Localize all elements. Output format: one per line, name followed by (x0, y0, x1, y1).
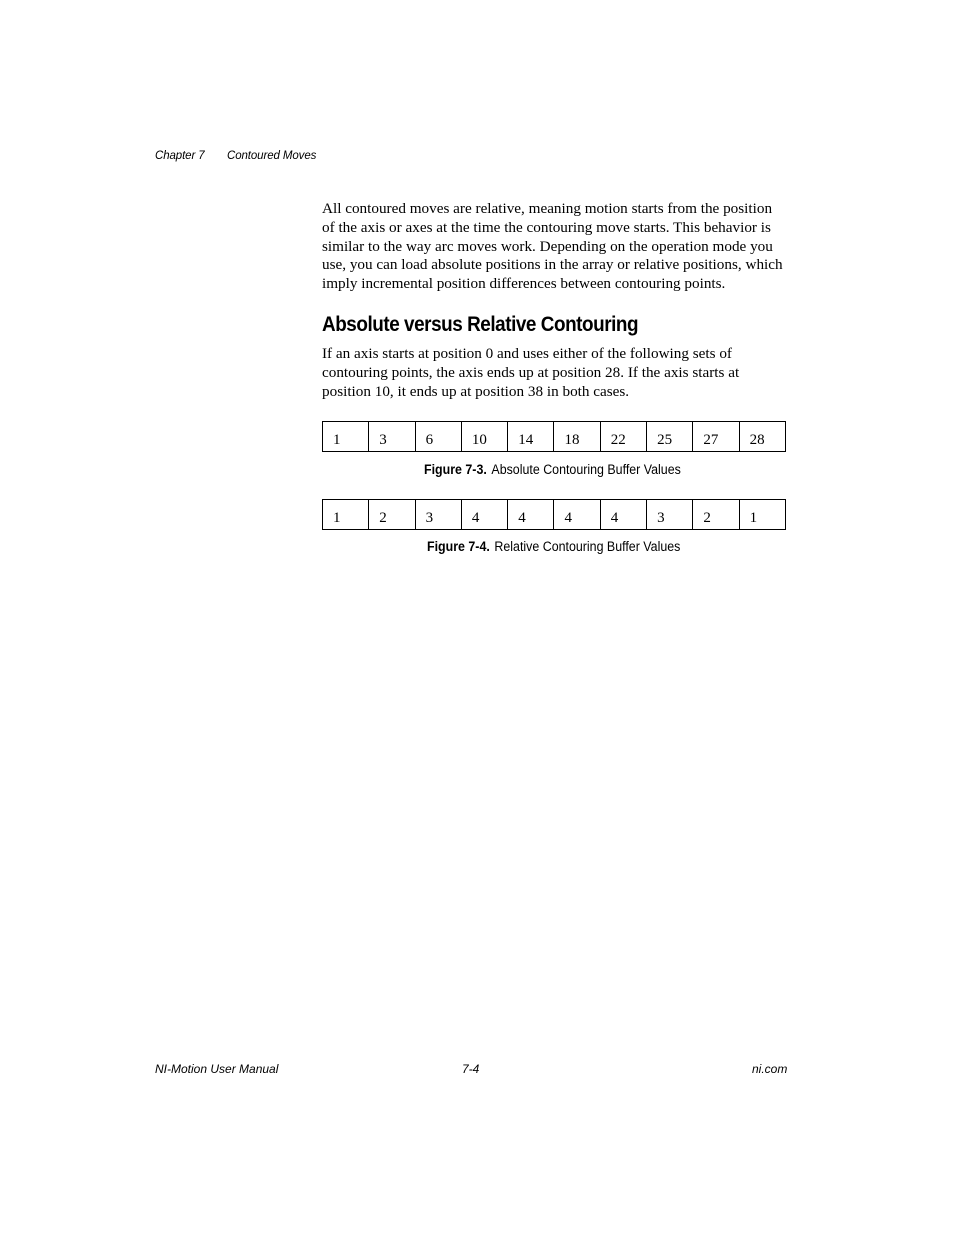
buffer-cell: 3 (369, 422, 415, 452)
buffer-cell: 1 (323, 422, 369, 452)
running-header (155, 150, 317, 162)
relative-buffer-table (322, 499, 786, 530)
buffer-cell: 14 (508, 422, 554, 452)
buffer-cell: 4 (461, 500, 507, 530)
figure-caption-text: Absolute Contouring Buffer Values (491, 462, 681, 477)
buffer-cell: 27 (693, 422, 739, 452)
figure-label: Figure 7-3. (424, 462, 487, 477)
buffer-cell: 4 (600, 500, 646, 530)
paragraph-line: position 10, it ends up at position 38 in both cases. (322, 382, 630, 400)
figure-caption-absolute (424, 462, 681, 477)
paragraph-line: similar to the way arc moves work. Depending on the operation mode you (322, 237, 773, 255)
buffer-cell: 10 (461, 422, 507, 452)
paragraph-line: imply incremental position differences between contouring points. (322, 275, 726, 293)
paragraph-line: use, you can load absolute positions in the array or relative positions, which (322, 256, 783, 274)
paragraph-line: If an axis starts at position 0 and uses either of the following sets of (322, 345, 732, 362)
paragraph-line: of the axis or axes at the time the contouring move starts. This behavior is (322, 218, 771, 236)
buffer-cell: 6 (415, 422, 461, 452)
buffer-cell: 28 (739, 422, 785, 452)
buffer-cell: 4 (554, 500, 600, 530)
figure-caption-text: Relative Contouring Buffer Values (494, 539, 681, 554)
figure-caption-relative (427, 539, 680, 554)
footer-page-number: 7-4 (462, 1062, 480, 1076)
buffer-cell: 1 (323, 500, 369, 530)
chapter-title: Contoured Moves (227, 150, 317, 162)
buffer-cell: 22 (600, 422, 646, 452)
intro-paragraph (322, 200, 787, 294)
buffer-cell: 3 (415, 500, 461, 530)
absolute-buffer-table (322, 421, 786, 452)
section-heading: Absolute versus Relative Contouring (322, 313, 639, 336)
paragraph-line: All contoured moves are relative, meaning motion starts from the position (322, 200, 773, 217)
figure-label: Figure 7-4. (427, 539, 490, 554)
chapter-number: Chapter 7 (155, 150, 205, 162)
buffer-cell: 3 (647, 500, 693, 530)
footer-website: ni.com (752, 1062, 788, 1076)
example-paragraph (322, 345, 787, 401)
table-row (323, 500, 786, 530)
footer-manual-title: NI-Motion User Manual (155, 1062, 279, 1076)
buffer-cell: 4 (508, 500, 554, 530)
paragraph-line: contouring points, the axis ends up at position 28. If the axis starts at (322, 363, 740, 381)
buffer-cell: 2 (369, 500, 415, 530)
buffer-cell: 1 (739, 500, 785, 530)
buffer-cell: 2 (693, 500, 739, 530)
buffer-cell: 25 (647, 422, 693, 452)
buffer-cell: 18 (554, 422, 600, 452)
table-row (323, 422, 786, 452)
